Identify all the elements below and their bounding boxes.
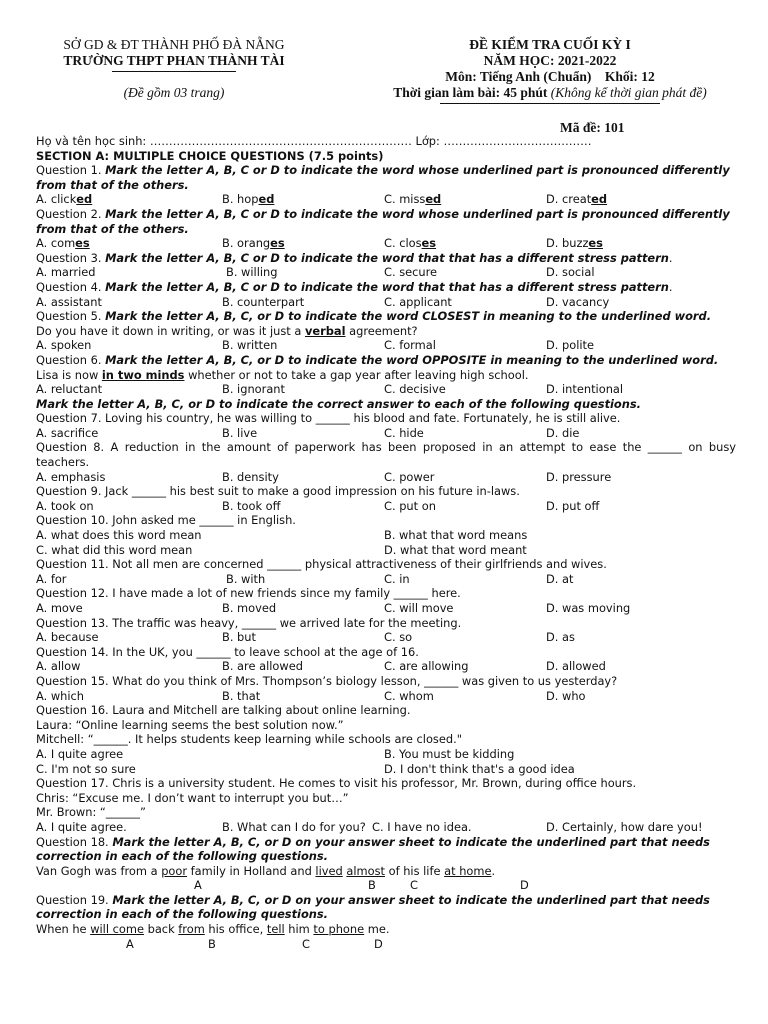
option-c[interactable]: C. secure	[384, 265, 438, 280]
letter-c[interactable]: C	[302, 936, 310, 951]
option-c[interactable]: C. are allowing	[384, 659, 469, 674]
question-3-options	[36, 265, 736, 280]
time-note: (Không kể thời gian phát đề)	[550, 85, 707, 100]
option-a[interactable]: A. I quite agree	[36, 746, 124, 761]
question-17-options	[36, 820, 736, 835]
option-a[interactable]: A. comes	[36, 236, 90, 251]
instruction-7-17: Mark the letter A, B, C, or D to indicate the correct answer to each of the following questions.	[36, 396, 641, 411]
question-13-options	[36, 630, 736, 645]
option-d[interactable]: D. social	[546, 265, 595, 280]
underlined-part: ed	[591, 192, 608, 207]
question-5-sentence: Do you have it down in writing, or was it just a verbal agreement?	[36, 323, 418, 338]
school-name: TRƯỜNG THPT PHAN THÀNH TÀI	[63, 53, 285, 68]
question-12-options	[36, 601, 736, 616]
option-d[interactable]: D. I don't think that's a good idea	[384, 761, 575, 776]
underlined-part: es	[588, 236, 603, 251]
underlined-part: es	[421, 236, 437, 251]
question-label: Question 6.	[36, 352, 102, 367]
header-left	[24, 37, 324, 101]
question-16-options-cd	[36, 762, 736, 777]
option-b[interactable]: B. are allowed	[222, 659, 303, 674]
department-name: SỞ GD & ĐT THÀNH PHỐ ĐÀ NẴNG	[63, 37, 285, 52]
underlined-part: ed	[76, 192, 93, 207]
letter-c[interactable]: C	[410, 878, 418, 893]
option-b[interactable]: B. moved	[222, 601, 277, 615]
exam-title: ĐỀ KIỂM TRA CUỐI KỲ I	[469, 37, 631, 52]
question-4-options	[36, 295, 736, 310]
option-d[interactable]: D. die	[546, 425, 580, 440]
school-year: NĂM HỌC: 2021-2022	[483, 53, 617, 68]
exam-time: Thời gian làm bài: 45 phút	[393, 85, 548, 100]
question-16: Question 16. Laura and Mitchell are talking about online learning.	[36, 703, 411, 718]
option-d[interactable]: D. was moving	[546, 601, 631, 615]
question-14: Question 14. In the UK, you ______ to leave school at the age of 16.	[36, 644, 419, 659]
option-a[interactable]: A. which	[36, 688, 85, 703]
option-c[interactable]: C. power	[384, 469, 435, 484]
option-a[interactable]: A. for	[36, 571, 67, 586]
option-c[interactable]: C. what did this word mean	[36, 542, 193, 557]
option-a[interactable]: A. because	[36, 630, 99, 645]
letter-a[interactable]: A	[126, 936, 134, 951]
dialogue-line: Mr. Brown: “______”	[36, 805, 146, 820]
question-13: Question 13. The traffic was heavy, ______ we arrived late for the meeting.	[36, 615, 462, 630]
dialogue-line: Chris: “Excuse me. I don’t want to interrupt you but…”	[36, 790, 349, 805]
question-19-letters	[36, 937, 736, 952]
option-b[interactable]: B. took off	[222, 498, 281, 513]
option-d[interactable]: D. put off	[546, 498, 600, 513]
underlined-part: es	[270, 236, 285, 251]
exam-code: Mã đề: 101	[560, 120, 625, 135]
question-10-options-ab	[36, 528, 736, 543]
section-a-heading: SECTION A: MULTIPLE CHOICE QUESTIONS (7.5 points)	[36, 148, 384, 163]
header-rule-left	[112, 71, 236, 72]
option-b[interactable]: B. willing	[226, 265, 278, 280]
option-a[interactable]: A. married	[36, 265, 96, 280]
option-c[interactable]: C. applicant	[384, 294, 452, 309]
option-a[interactable]: A. spoken	[36, 338, 92, 353]
underlined-a: poor	[161, 863, 188, 878]
subject: Môn: Tiếng Anh (Chuẩn)	[445, 69, 592, 84]
question-3: Question 3. Mark the letter A, B, C or D to indicate the word that that has a different stress pattern.	[36, 250, 673, 265]
option-c[interactable]: C. will move	[384, 601, 454, 615]
option-c[interactable]: C. I'm not so sure	[36, 761, 136, 776]
question-7-options	[36, 426, 736, 441]
question-7: Question 7. Loving his country, he was willing to ______ his blood and fate. Fortunately, he is still alive.	[36, 411, 621, 426]
student-info-line: Họ và tên học sinh: …………………………………………………………… Lớp: …………………………………	[36, 134, 592, 148]
question-8-options	[36, 470, 736, 485]
underlined-phrase: in two minds	[101, 367, 185, 382]
question-19-sentence: When he will come back from his office, tell him to phone me.	[36, 922, 390, 937]
question-label: Question 18.	[36, 834, 109, 849]
option-c[interactable]: C. closes	[384, 236, 437, 251]
question-14-options	[36, 659, 736, 674]
question-label: Question 5.	[36, 309, 102, 324]
question-instruction: Mark the letter A, B, C or D to indicate the word whose underlined part is pronounced differently from that of the others.	[36, 163, 730, 192]
option-b[interactable]: B. that	[222, 688, 261, 703]
question-11: Question 11. Not all men are concerned ______ physical attractiveness of their girlfriends and wives.	[36, 557, 607, 572]
question-instruction: Mark the letter A, B, C or D to indicate the word whose underlined part is pronounced differently from that of the others.	[36, 206, 730, 236]
letter-d[interactable]: D	[520, 878, 529, 893]
option-c[interactable]: C. in	[384, 571, 410, 586]
option-a[interactable]: A. allow	[36, 659, 81, 674]
option-a[interactable]: A. clicked	[36, 192, 93, 207]
letter-d[interactable]: D	[374, 936, 383, 951]
option-a[interactable]: A. what does this word mean	[36, 528, 202, 543]
question-instruction: Mark the letter A, B, C or D to indicate the word that that has a different stress pattern	[105, 250, 669, 265]
underlined-part: ed	[258, 192, 275, 207]
option-b[interactable]: B. ignorant	[222, 382, 285, 397]
option-b[interactable]: B. but	[222, 630, 256, 645]
option-a[interactable]: A. reluctant	[36, 382, 103, 397]
option-c[interactable]: C. formal	[384, 338, 436, 353]
option-b[interactable]: B. hoped	[222, 192, 275, 207]
question-4: Question 4. Mark the letter A, B, C or D to indicate the word that that has a different stress pattern.	[36, 279, 673, 294]
option-d[interactable]: D. intentional	[546, 382, 624, 397]
option-d[interactable]: D. allowed	[546, 659, 606, 674]
option-c[interactable]: C. hide	[384, 425, 424, 440]
letter-b[interactable]: B	[368, 878, 376, 893]
letter-a[interactable]: A	[194, 878, 202, 893]
question-label: Question 4.	[36, 279, 102, 294]
option-b[interactable]: B. You must be kidding	[384, 746, 515, 761]
question-6-sentence: Lisa is now in two minds whether or not to take a gap year after leaving high school.	[36, 367, 529, 382]
question-10: Question 10. John asked me ______ in English.	[36, 513, 296, 528]
question-17: Question 17. Chris is a university student. He comes to visit his professor, Mr. Brown, during office hours.	[36, 776, 637, 791]
question-instruction: Mark the letter A, B, C, or D to indicate the word OPPOSITE in meaning to the underlined word.	[105, 352, 719, 367]
question-18-sentence: Van Gogh was from a poor family in Holland and lived almost of his life at home.	[36, 863, 496, 878]
underlined-word: verbal	[304, 323, 346, 338]
question-1	[36, 163, 736, 192]
question-instruction: Mark the letter A, B, C, or D on your answer sheet to indicate the underlined part that needs correction in each of the following questions.	[36, 892, 710, 922]
time-line	[348, 85, 752, 101]
dialogue-line: Mitchell: “______. It helps students keep learning while schools are closed."	[36, 732, 462, 747]
grade: Khối: 12	[604, 69, 655, 84]
option-a[interactable]: A. I quite agree.	[36, 819, 127, 834]
question-5-options	[36, 338, 736, 353]
question-label: Question 2.	[36, 206, 102, 221]
question-9: Question 9. Jack ______ his best suit to make a good impression on his future in-laws.	[36, 484, 520, 499]
question-15: Question 15. What do you think of Mrs. Thompson’s biology lesson, ______ was given to us yesterday?	[36, 673, 618, 688]
pages-note: (Đề gồm 03 trang)	[123, 85, 225, 100]
underlined-c: tell	[266, 922, 285, 937]
option-c[interactable]: C. whom	[384, 688, 434, 703]
question-label: Question 19.	[36, 892, 109, 907]
underlined-b: lived	[315, 863, 343, 878]
option-a[interactable]: A. sacrifice	[36, 425, 99, 440]
dialogue-line: Laura: “Online learning seems the best solution now.”	[36, 717, 344, 732]
header-right	[348, 37, 752, 104]
option-d[interactable]: D. Certainly, how dare you!	[546, 819, 703, 834]
option-c[interactable]: C. put on	[384, 498, 436, 513]
question-instruction: Mark the letter A, B, C or D to indicate the word that that has a different stress pattern	[105, 279, 669, 294]
option-d[interactable]: D. what that word meant	[384, 542, 527, 557]
option-a[interactable]: A. move	[36, 601, 83, 615]
question-6-options	[36, 382, 736, 397]
question-instruction: Mark the letter A, B, C, or D on your answer sheet to indicate the underlined part that needs correction in each of the following questions.	[36, 834, 710, 864]
question-18-letters	[36, 878, 736, 893]
underlined-part: ed	[425, 192, 442, 207]
underlined-a: will come	[90, 922, 144, 937]
question-instruction: Mark the letter A, B, C, or D to indicate the word CLOSEST in meaning to the underlined word.	[105, 309, 712, 324]
option-a[interactable]: A. took on	[36, 498, 94, 513]
option-d[interactable]: D. vacancy	[546, 294, 610, 309]
option-c[interactable]: C. decisive	[384, 382, 446, 397]
underlined-d: at home	[444, 863, 492, 878]
question-8: Question 8. A reduction in the amount of paperwork has been proposed in an attempt to ease the ______ on busy teachers.	[36, 440, 736, 470]
question-label: Question 1.	[36, 163, 102, 178]
option-b[interactable]: B. oranges	[222, 236, 285, 251]
question-10-options-cd	[36, 543, 736, 558]
option-d[interactable]: D. created	[546, 192, 608, 207]
option-a[interactable]: A. assistant	[36, 294, 102, 309]
question-16-options-ab	[36, 747, 736, 762]
question-6	[36, 353, 736, 368]
option-d[interactable]: D. pressure	[546, 469, 612, 484]
question-5	[36, 309, 736, 324]
question-9-options	[36, 499, 736, 514]
option-b[interactable]: B. written	[222, 338, 278, 353]
option-d[interactable]: D. buzzes	[546, 236, 603, 251]
question-label: Question 3.	[36, 250, 102, 265]
question-15-options	[36, 689, 736, 704]
option-b[interactable]: B. live	[222, 425, 258, 440]
option-b[interactable]: B. density	[222, 469, 279, 484]
header-rule-right	[440, 103, 660, 104]
option-d[interactable]: D. as	[546, 630, 575, 645]
exam-body	[36, 134, 736, 951]
question-19	[36, 893, 736, 922]
underlined-c: almost	[346, 863, 385, 878]
question-1-options	[36, 192, 736, 207]
option-b[interactable]: B. What can I do for you?	[222, 819, 366, 834]
option-b[interactable]: B. counterpart	[222, 294, 305, 309]
question-2-options	[36, 236, 736, 251]
option-b[interactable]: B. what that word means	[384, 528, 528, 543]
underlined-d: to phone	[313, 922, 365, 937]
option-d[interactable]: D. at	[546, 571, 574, 586]
question-11-options	[36, 572, 736, 587]
option-c[interactable]: C. so	[384, 630, 413, 645]
question-12: Question 12. I have made a lot of new friends since my family ______ here.	[36, 586, 461, 601]
letter-b[interactable]: B	[208, 936, 216, 951]
option-b[interactable]: B. with	[226, 571, 266, 586]
option-a[interactable]: A. emphasis	[36, 469, 106, 484]
underlined-part: es	[75, 236, 90, 251]
question-18	[36, 835, 736, 864]
option-d[interactable]: D. polite	[546, 338, 595, 353]
question-2	[36, 207, 736, 236]
subject-line	[348, 69, 752, 85]
option-d[interactable]: D. who	[546, 688, 586, 703]
underlined-b: from	[178, 922, 205, 937]
option-c[interactable]: C. I have no idea.	[372, 819, 472, 834]
option-c[interactable]: C. missed	[384, 192, 442, 207]
